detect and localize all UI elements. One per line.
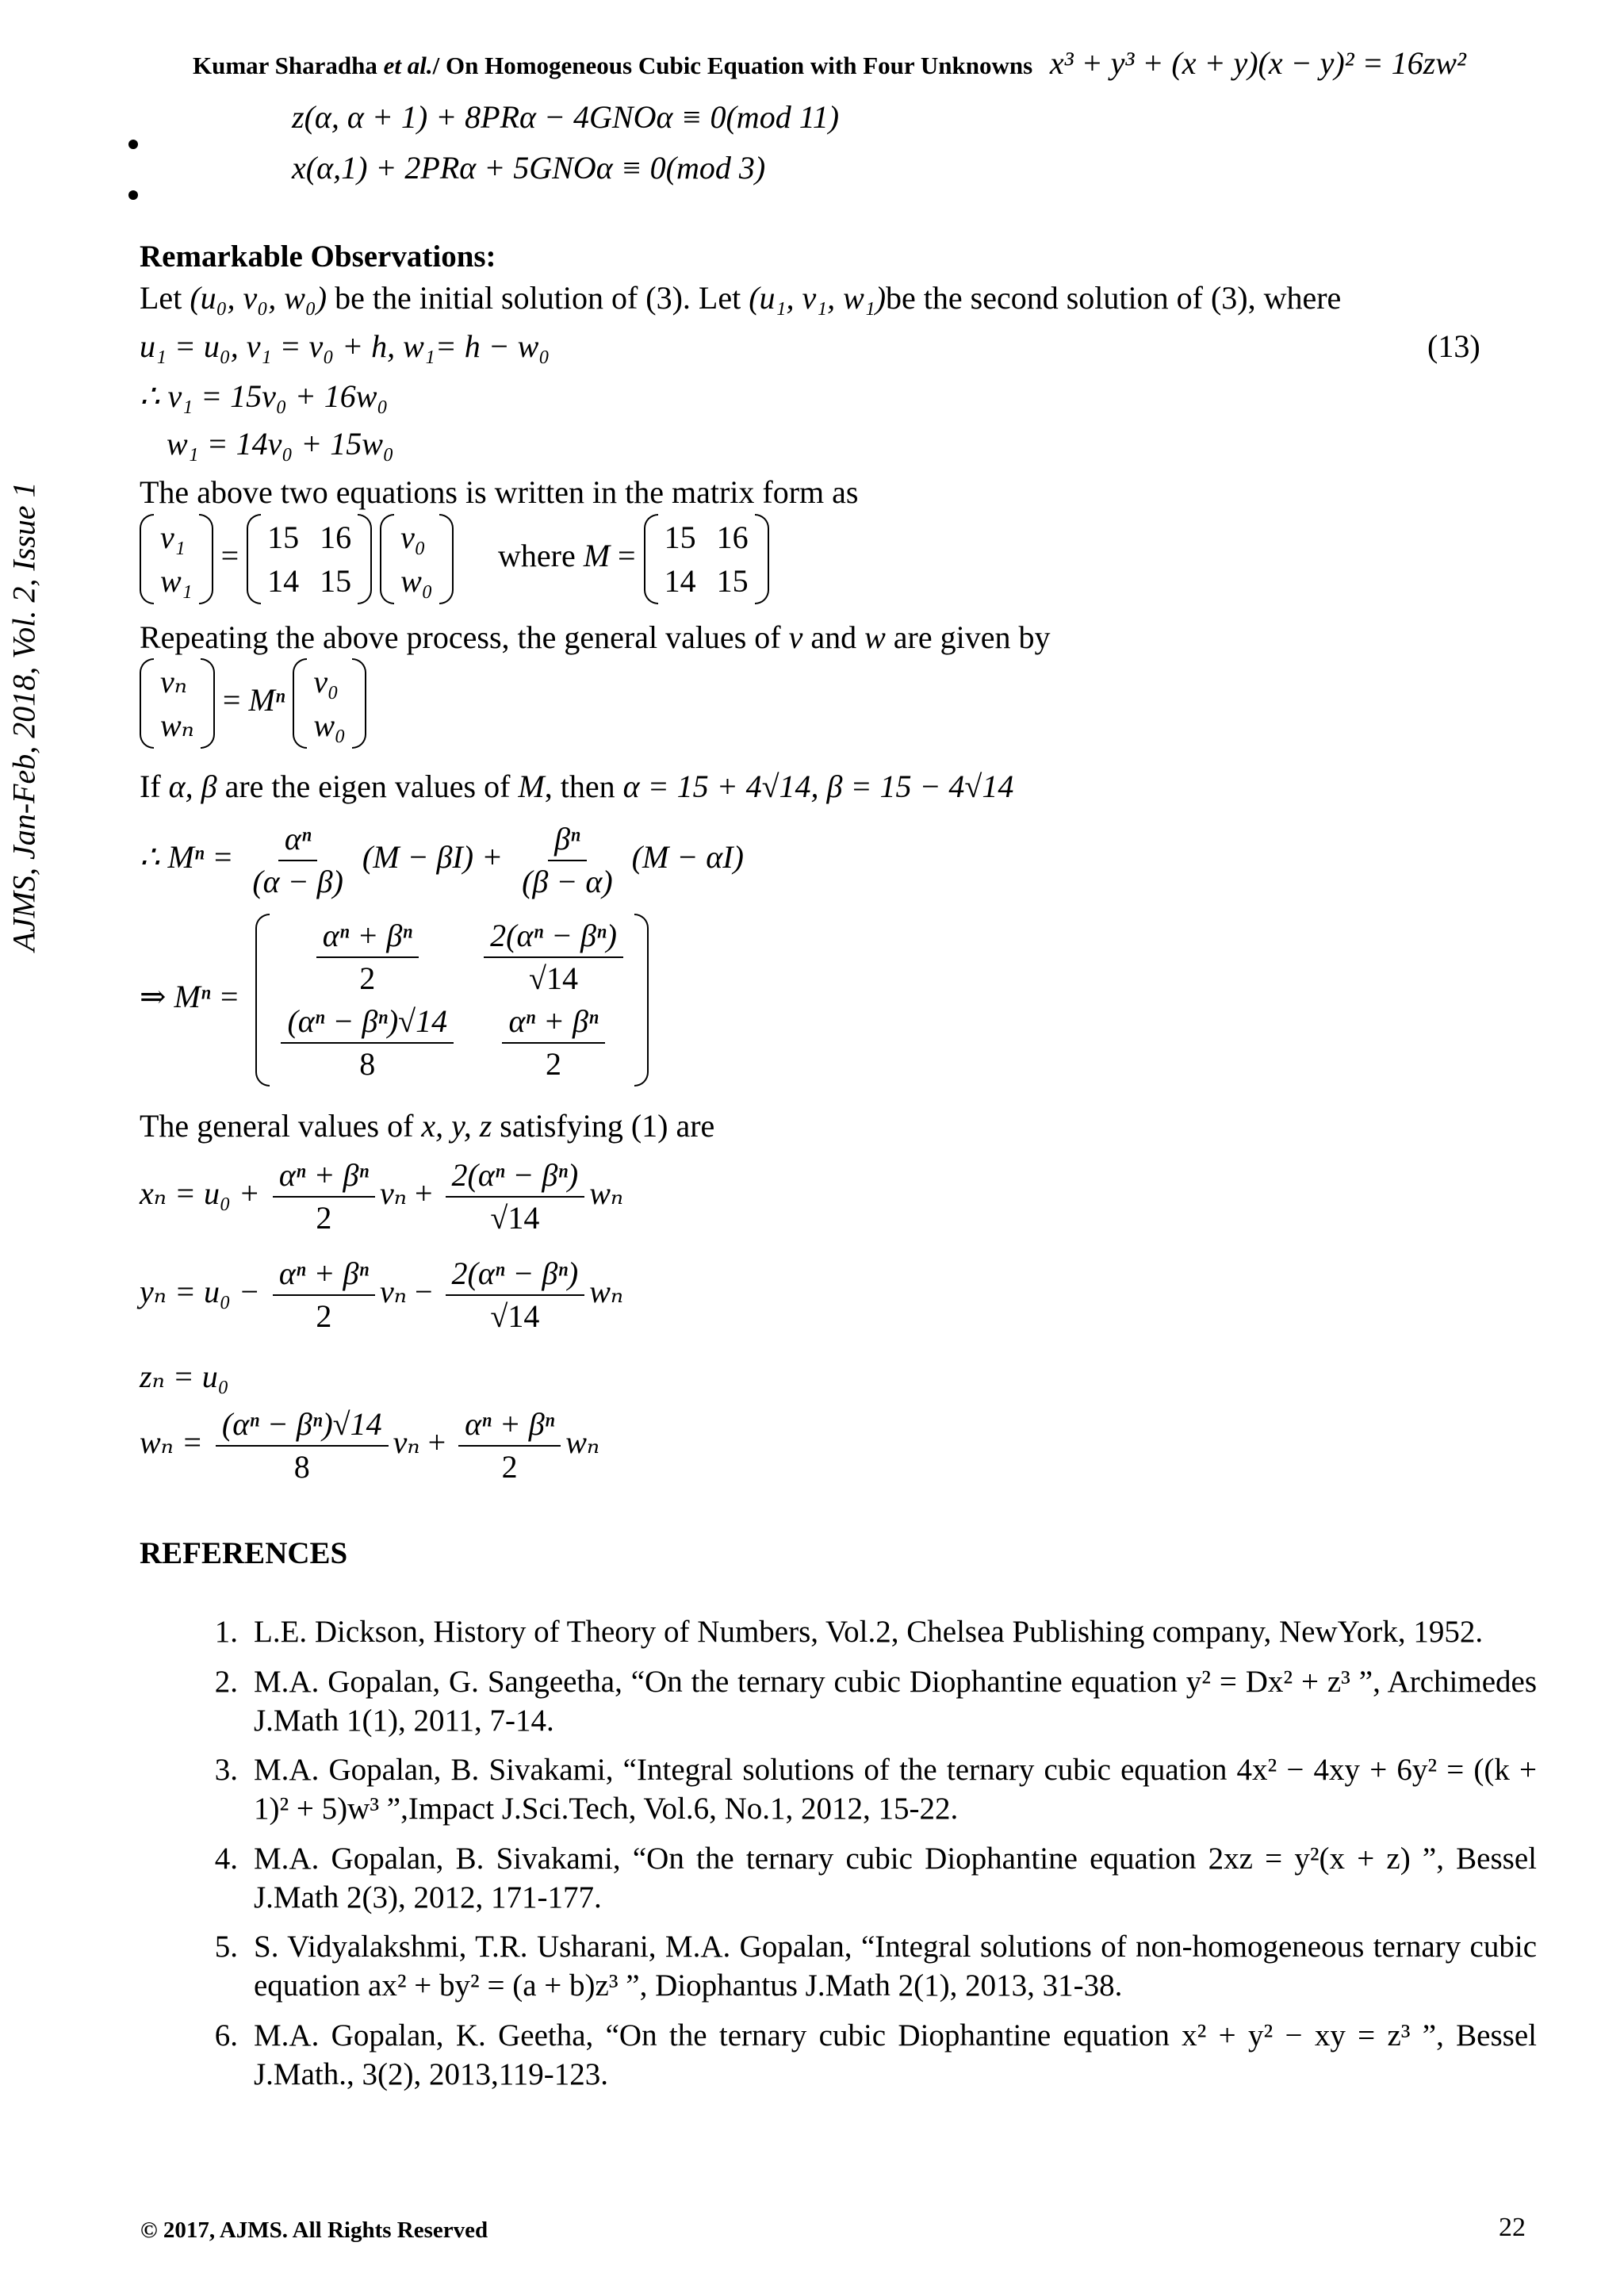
zn-equation: zₙ = u₀ bbox=[140, 1359, 229, 1394]
general-values-paragraph: The general values of x, y, z satisfying (1) are bbox=[140, 1108, 715, 1144]
intro-paragraph: Let (u₀, v₀, w₀) be the initial solution of (3). Let (u₁, v₁, w₁)be the second solution of (3), where bbox=[140, 280, 1342, 316]
wn-equation: wₙ = $\frac{\text{(αⁿ − βⁿ)√14}}{8}$ vₙ + $\frac{\text{αⁿ + βⁿ}}{2}$ wₙ bbox=[140, 1406, 600, 1485]
matrix-intro: The above two equations is written in the matrix form as bbox=[140, 474, 859, 510]
footer-copyright: © 2017, AJMS. All Rights Reserved bbox=[140, 2217, 488, 2243]
vector-v1-w1: v₁ w₁ bbox=[140, 514, 213, 604]
matrix-m: 15 16 14 15 bbox=[247, 514, 372, 604]
bullet-dot bbox=[128, 190, 138, 200]
section-heading: Remarkable Observations: bbox=[140, 240, 496, 274]
header-title: / On Homogeneous Cubic Equation with Four Unknowns bbox=[432, 52, 1033, 79]
reference-item: 3. M.A. Gopalan, B. Sivakami, “Integral solutions of the ternary cubic equation 4x² − 4xy + 6y² = ((k + 1)² + 5)w³ ”,Impact J.Sci.Tech, Vol.6, No.1, 2012, 15-22. bbox=[214, 1753, 1537, 1826]
bullet-congruence-2: x(α,1) + 2PRα + 5GNOα ≡ 0(mod 3) bbox=[292, 150, 766, 186]
xn-equation: xₙ = u₀ + $\frac{\text{αⁿ + βⁿ}}{2}$ vₙ + $\frac{\text{2(αⁿ − βⁿ)}}{√14}$ wₙ bbox=[140, 1157, 624, 1236]
journal-side-label: AJMS, Jan-Feb, 2018, Vol. 2, Issue 1 bbox=[6, 481, 42, 952]
bullet-congruence-1: z(α, α + 1) + 8PRα − 4GNOα ≡ 0(mod 11) bbox=[292, 99, 840, 135]
equation-number: (13) bbox=[1427, 328, 1480, 364]
matrix-equation: v₁ w₁ = 15 16 14 15 v₀ w₀ bbox=[140, 514, 454, 604]
header-etal: et al. bbox=[383, 52, 433, 79]
bullet-dot bbox=[128, 140, 138, 149]
reference-item: 2. M.A. Gopalan, G. Sangeetha, “On the ternary cubic Diophantine equation y² = Dx² + z³ ”, Archimedes J.Math 1(1), 2011, 7-14. bbox=[214, 1664, 1537, 1738]
repeat-paragraph: Repeating the above process, the general values of v and w are given by bbox=[140, 619, 1051, 655]
header-equation: x³ + y³ + (x + y)(x − y)² = 16zw² bbox=[1049, 45, 1466, 81]
reference-item: 5. S. Vidyalakshmi, T.R. Usharani, M.A. Gopalan, “Integral solutions of non-homogeneous ternary cubic equation ax² + by² = (a + b)z³ ”, Diophantus J.Math 2(1), 2013, 31-38. bbox=[214, 1930, 1537, 2003]
mn-decomposition: ∴ Mⁿ = $\frac{\text{αⁿ}}{(\alpha - \beta)}$ (M − βI) + $\frac{\text{βⁿ}}{(\beta - \alpha)}$ (M − αI) bbox=[140, 821, 744, 899]
mn-equation: vₙ wₙ = Mⁿ v₀ w₀ bbox=[140, 658, 366, 749]
running-header bbox=[193, 44, 1466, 82]
eigen-paragraph: If α, β are the eigen values of M, then α = 15 + 4√14, β = 15 − 4√14 bbox=[140, 769, 1014, 804]
reference-item: 4. M.A. Gopalan, B. Sivakami, “On the ternary cubic Diophantine equation 2xz = y²(x + z) ”, Bessel J.Math 2(3), 2012, 171-177. bbox=[214, 1841, 1537, 1915]
header-authors: Kumar Sharadha bbox=[193, 52, 377, 79]
matrix-m-definition: 15 16 14 15 bbox=[644, 514, 769, 604]
references-list bbox=[189, 1613, 1537, 2105]
v1-equation: ∴ v₁ = 15v₀ + 16w₀ bbox=[140, 378, 389, 414]
yn-equation: yₙ = u₀ − $\frac{\text{αⁿ + βⁿ}}{2}$ vₙ − $\frac{\text{2(αⁿ − βⁿ)}}{√14}$ wₙ bbox=[140, 1255, 624, 1334]
mn-matrix-equation: ⇒ Mⁿ = $\frac{\text{αⁿ + βⁿ}}{2}$ $\frac{\text{2(αⁿ − βⁿ)}}{√14}$ $\frac{\text{(αⁿ − βⁿ)√14}}{8}$ $\frac{\text{αⁿ + βⁿ}}{2}$ bbox=[140, 914, 649, 1087]
matrix-definition: where M = 15 16 14 15 bbox=[498, 514, 769, 604]
page-number: 22 bbox=[1499, 2213, 1526, 2242]
initial-solution: (u₀, v₀, w₀) bbox=[190, 280, 327, 316]
second-solution: (u₁, v₁, w₁) bbox=[749, 280, 887, 316]
references-heading: REFERENCES bbox=[140, 1536, 348, 1570]
reference-item: 1. L.E. Dickson, History of Theory of Numbers, Vol.2, Chelsea Publishing company, NewYork, 1952. bbox=[214, 1615, 1484, 1649]
vector-v0-w0: v₀ w₀ bbox=[380, 514, 454, 604]
eigen-values: α = 15 + 4√14, β = 15 − 4√14 bbox=[622, 769, 1014, 804]
reference-item: 6. M.A. Gopalan, K. Geetha, “On the ternary cubic Diophantine equation x² + y² − xy = z³ ”, Bessel J.Math., 3(2), 2013,119-123. bbox=[214, 2018, 1537, 2091]
w1-equation: w₁ = 14v₀ + 15w₀ bbox=[167, 426, 394, 462]
equation-13: u₁ = u₀, v₁ = v₀ + h, w₁= h − w₀ bbox=[140, 328, 550, 364]
